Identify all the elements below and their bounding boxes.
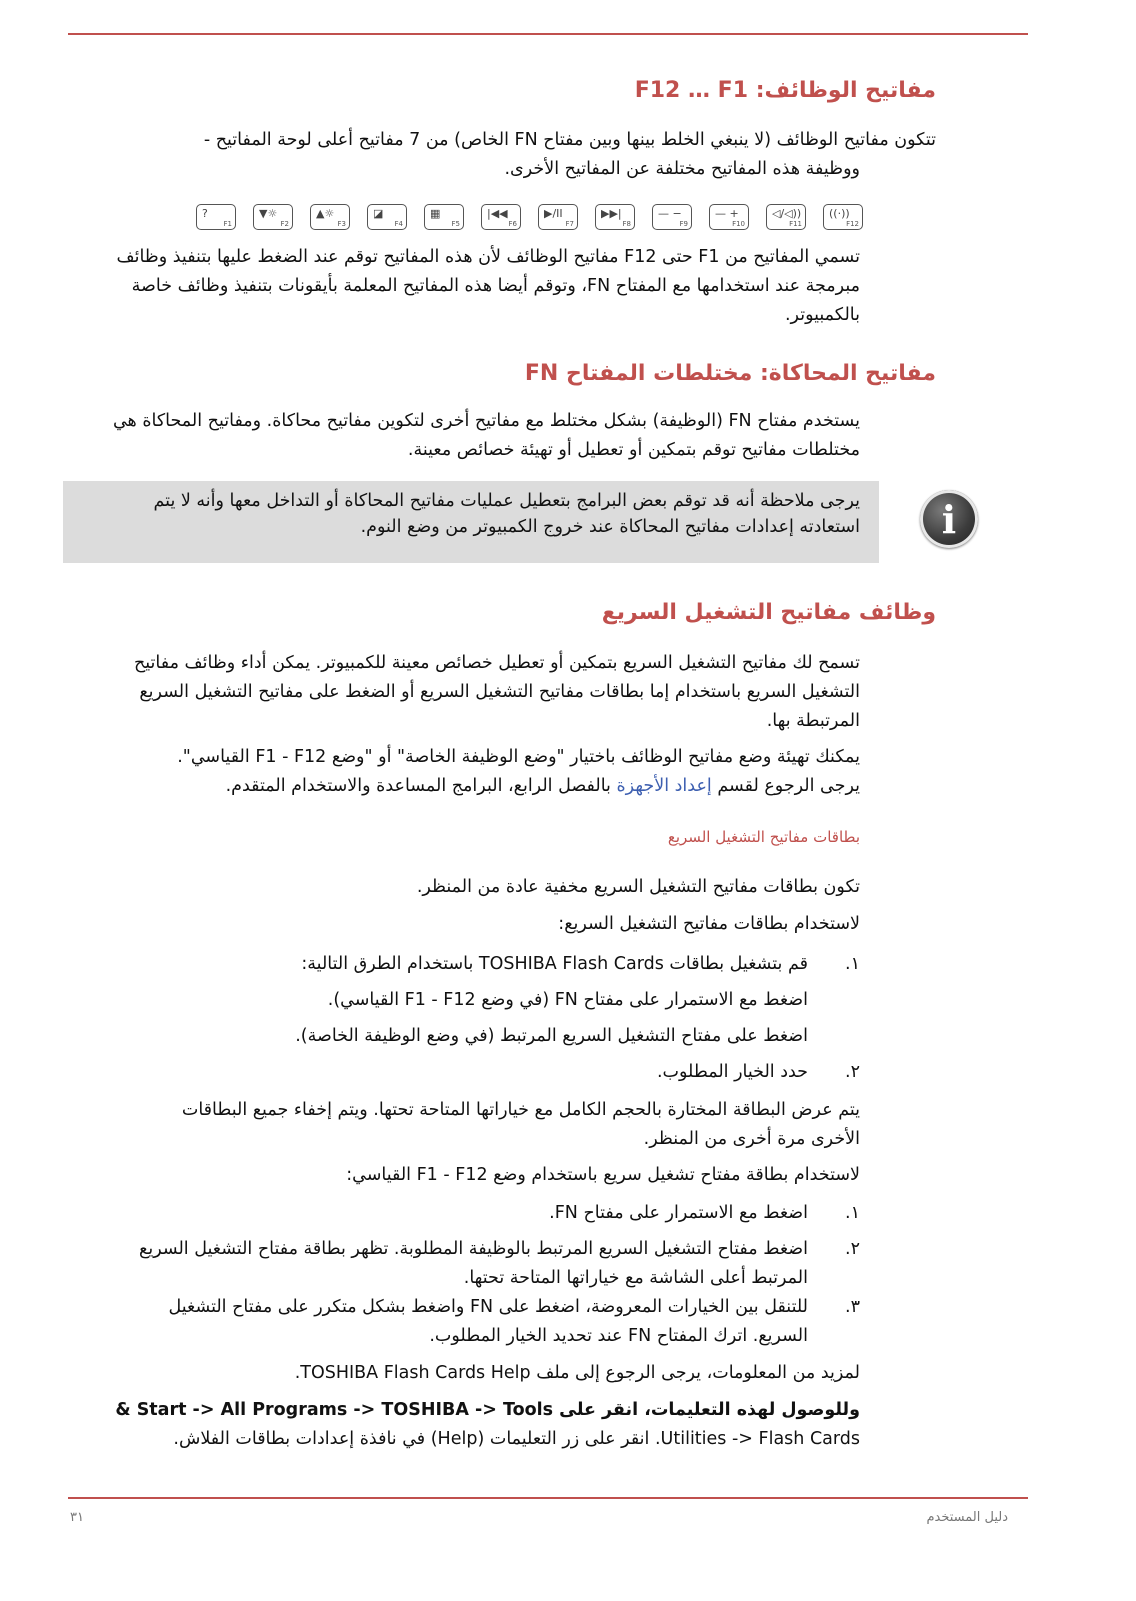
- bottom-rule: [68, 1497, 1028, 1499]
- volume-up-icon: — +: [715, 207, 739, 220]
- display-switch-icon: ◪: [373, 207, 384, 220]
- play-pause-key: [538, 204, 578, 230]
- info-icon: i: [920, 490, 978, 548]
- paragraph-line: لاستخدام بطاقات مفاتيح التشغيل السريع:: [558, 914, 860, 934]
- key-label: F9: [679, 220, 688, 228]
- volume-up-key: [709, 204, 749, 230]
- list-number: .١: [845, 1203, 860, 1223]
- next-track-key: [595, 204, 635, 230]
- wireless-icon: ((·)): [829, 207, 850, 220]
- key-label: F11: [789, 220, 802, 228]
- key-label: F3: [337, 220, 346, 228]
- paragraph-line: بالكمبيوتر.: [784, 305, 860, 325]
- paragraph-line: الأخرى مرة أخرى من المنظر.: [643, 1129, 860, 1149]
- previous-track-icon: |◀◀: [487, 207, 508, 220]
- paragraph-line: تكون بطاقات مفاتيح التشغيل السريع مخفية عادة من المنظر.: [416, 877, 860, 897]
- paragraph-line: Utilities -> Flash Cards. انقر على زر التعليمات (Help) في نافذة إعدادات بطاقات الفلاش.: [173, 1429, 860, 1449]
- list-number: .٢: [845, 1062, 860, 1082]
- key-label: F12: [846, 220, 859, 228]
- volume-down-key: [652, 204, 692, 230]
- list-subitem: اضغط مع الاستمرار على مفتاح FN (في وضع F1 - F12 القياسي).: [327, 990, 808, 1010]
- volume-down-icon: — −: [658, 207, 682, 220]
- page-number: ٣١: [70, 1510, 84, 1525]
- text-run: يرجى الرجوع لقسم: [717, 776, 860, 796]
- previous-track-key: [481, 204, 521, 230]
- paragraph-line: تسمح لك مفاتيح التشغيل السريع بتمكين أو تعطيل خصائص معينة للكمبيوتر. يمكن أداء وظائف مفاتيح: [133, 653, 860, 673]
- key-label: F8: [622, 220, 631, 228]
- paragraph-line: يتم عرض البطاقة المختارة بالحجم الكامل مع خياراتها المتاحة تحتها. ويتم إخفاء جميع البطاقات: [181, 1100, 860, 1120]
- paragraph-line: تتكون مفاتيح الوظائف (لا ينبغي الخلط بينها وبين مفتاح FN الخاص) من 7 مفاتيح أعلى لوحة المفاتيح -: [203, 130, 936, 150]
- key-label: F7: [565, 220, 574, 228]
- brightness-up-key: [310, 204, 350, 230]
- footer-guide-title: دليل المستخدم: [926, 1510, 1008, 1525]
- subheading-hotkey-cards: بطاقات مفاتيح التشغيل السريع: [667, 828, 860, 846]
- heading-function-keys: مفاتيح الوظائف: F12 … F1: [634, 78, 936, 103]
- paragraph-line: لاستخدام بطاقة مفتاح تشغيل سريع باستخدام وضع F1 - F12 القياسي:: [346, 1165, 860, 1185]
- paragraph-line: وللوصول لهذه التعليمات، انقر على Start -> All Programs -> TOSHIBA -> Tools &: [115, 1400, 860, 1420]
- brightness-down-key: [253, 204, 293, 230]
- key-label: F10: [732, 220, 745, 228]
- brightness-up-icon: ▲☼: [316, 207, 335, 220]
- help-icon: ?: [202, 207, 208, 220]
- key-label: F5: [451, 220, 460, 228]
- heading-emulation-keys: مفاتيح المحاكاة: مختلطات المفتاح FN: [524, 361, 936, 386]
- hardware-setup-link[interactable]: إعداد الأجهزة: [616, 776, 712, 796]
- paragraph-line: ووظيفة هذه المفاتيح مختلفة عن المفاتيح الأخرى.: [504, 159, 860, 179]
- list-subitem: اضغط على مفتاح التشغيل السريع المرتبط (في وضع الوظيفة الخاصة).: [295, 1026, 808, 1046]
- heading-hotkey-functions: وظائف مفاتيح التشغيل السريع: [601, 600, 936, 625]
- key-label: F4: [394, 220, 403, 228]
- function-keys-row: [196, 204, 872, 234]
- paragraph-line: مبرمجة عند استخدامها مع المفتاح FN، وتوقم أيضا هذه المفاتيح المعلمة بأيقونات بتنفيذ وظائف خاصة: [131, 276, 860, 296]
- list-item: اضغط مع الاستمرار على مفتاح FN.: [549, 1203, 808, 1223]
- key-label: F6: [508, 220, 517, 228]
- next-track-icon: ▶▶|: [601, 207, 622, 220]
- list-item: قم بتشغيل بطاقات TOSHIBA Flash Cards باستخدام الطرق التالية:: [301, 954, 808, 974]
- paragraph-line: التشغيل السريع باستخدام إما بطاقات مفاتيح التشغيل السريع أو الضغط على مفاتيح التشغيل السريع: [139, 682, 860, 702]
- list-number: .٣: [845, 1297, 860, 1317]
- list-number: .١: [845, 954, 860, 974]
- touchpad-icon: ▦: [430, 207, 441, 220]
- note-line: استعادته إعدادات مفاتيح المحاكاة عند خروج الكمبيوتر من وضع النوم.: [360, 517, 860, 537]
- paragraph-line: تسمي المفاتيح من F1 حتى F12 مفاتيح الوظائف لأن هذه المفاتيح توقم عند الضغط عليها بتنفيذ وظائف: [116, 247, 860, 267]
- paragraph-line: المرتبطة بها.: [766, 711, 860, 731]
- mute-key: [766, 204, 806, 230]
- touchpad-key: [424, 204, 464, 230]
- note-line: يرجى ملاحظة أنه قد توقم بعض البرامج بتعطيل عمليات مفاتيح المحاكاة أو التداخل معها وأنه لا يتم: [153, 491, 860, 511]
- paragraph-line: يستخدم مفتاح FN (الوظيفة) بشكل مختلط مع مفاتيح أخرى لتكوين مفاتيح محاكاة. ومفاتيح المحاكاة هي: [112, 411, 860, 431]
- key-label: F1: [223, 220, 232, 228]
- help-key: [196, 204, 236, 230]
- play-pause-icon: ▶/II: [544, 207, 563, 220]
- wireless-key: [823, 204, 863, 230]
- key-label: F2: [280, 220, 289, 228]
- top-rule: [68, 33, 1028, 35]
- list-item-continued: المرتبط أعلى الشاشة مع خياراتها المتاحة تحتها.: [463, 1268, 808, 1288]
- list-item: اضغط مفتاح التشغيل السريع المرتبط بالوظيفة المطلوبة. تظهر بطاقة مفتاح التشغيل السريع: [139, 1239, 808, 1259]
- text-run: بالفصل الرابع، البرامج المساعدة والاستخدام المتقدم.: [225, 776, 611, 796]
- list-item: للتنقل بين الخيارات المعروضة، اضغط على FN واضغط بشكل متكرر على مفتاح التشغيل: [168, 1297, 808, 1317]
- list-number: .٢: [845, 1239, 860, 1259]
- brightness-down-icon: ▼☼: [259, 207, 278, 220]
- paragraph-line: [226, 772, 860, 801]
- display-switch-key: [367, 204, 407, 230]
- paragraph-line: مختلطات مفاتيح توقم بتمكين أو تعطيل أو تهيئة خصائص معينة.: [407, 440, 860, 460]
- list-item-continued: السريع. اترك المفتاح FN عند تحديد الخيار المطلوب.: [429, 1326, 808, 1346]
- list-item: حدد الخيار المطلوب.: [656, 1062, 808, 1082]
- mute-icon: ◁/◁)): [772, 207, 802, 220]
- paragraph-line: لمزيد من المعلومات، يرجى الرجوع إلى ملف TOSHIBA Flash Cards Help.: [294, 1363, 860, 1383]
- paragraph-line: يمكنك تهيئة وضع مفاتيح الوظائف باختيار "وضع الوظيفة الخاصة" أو "وضع F1 - F12 القياسي".: [177, 747, 860, 767]
